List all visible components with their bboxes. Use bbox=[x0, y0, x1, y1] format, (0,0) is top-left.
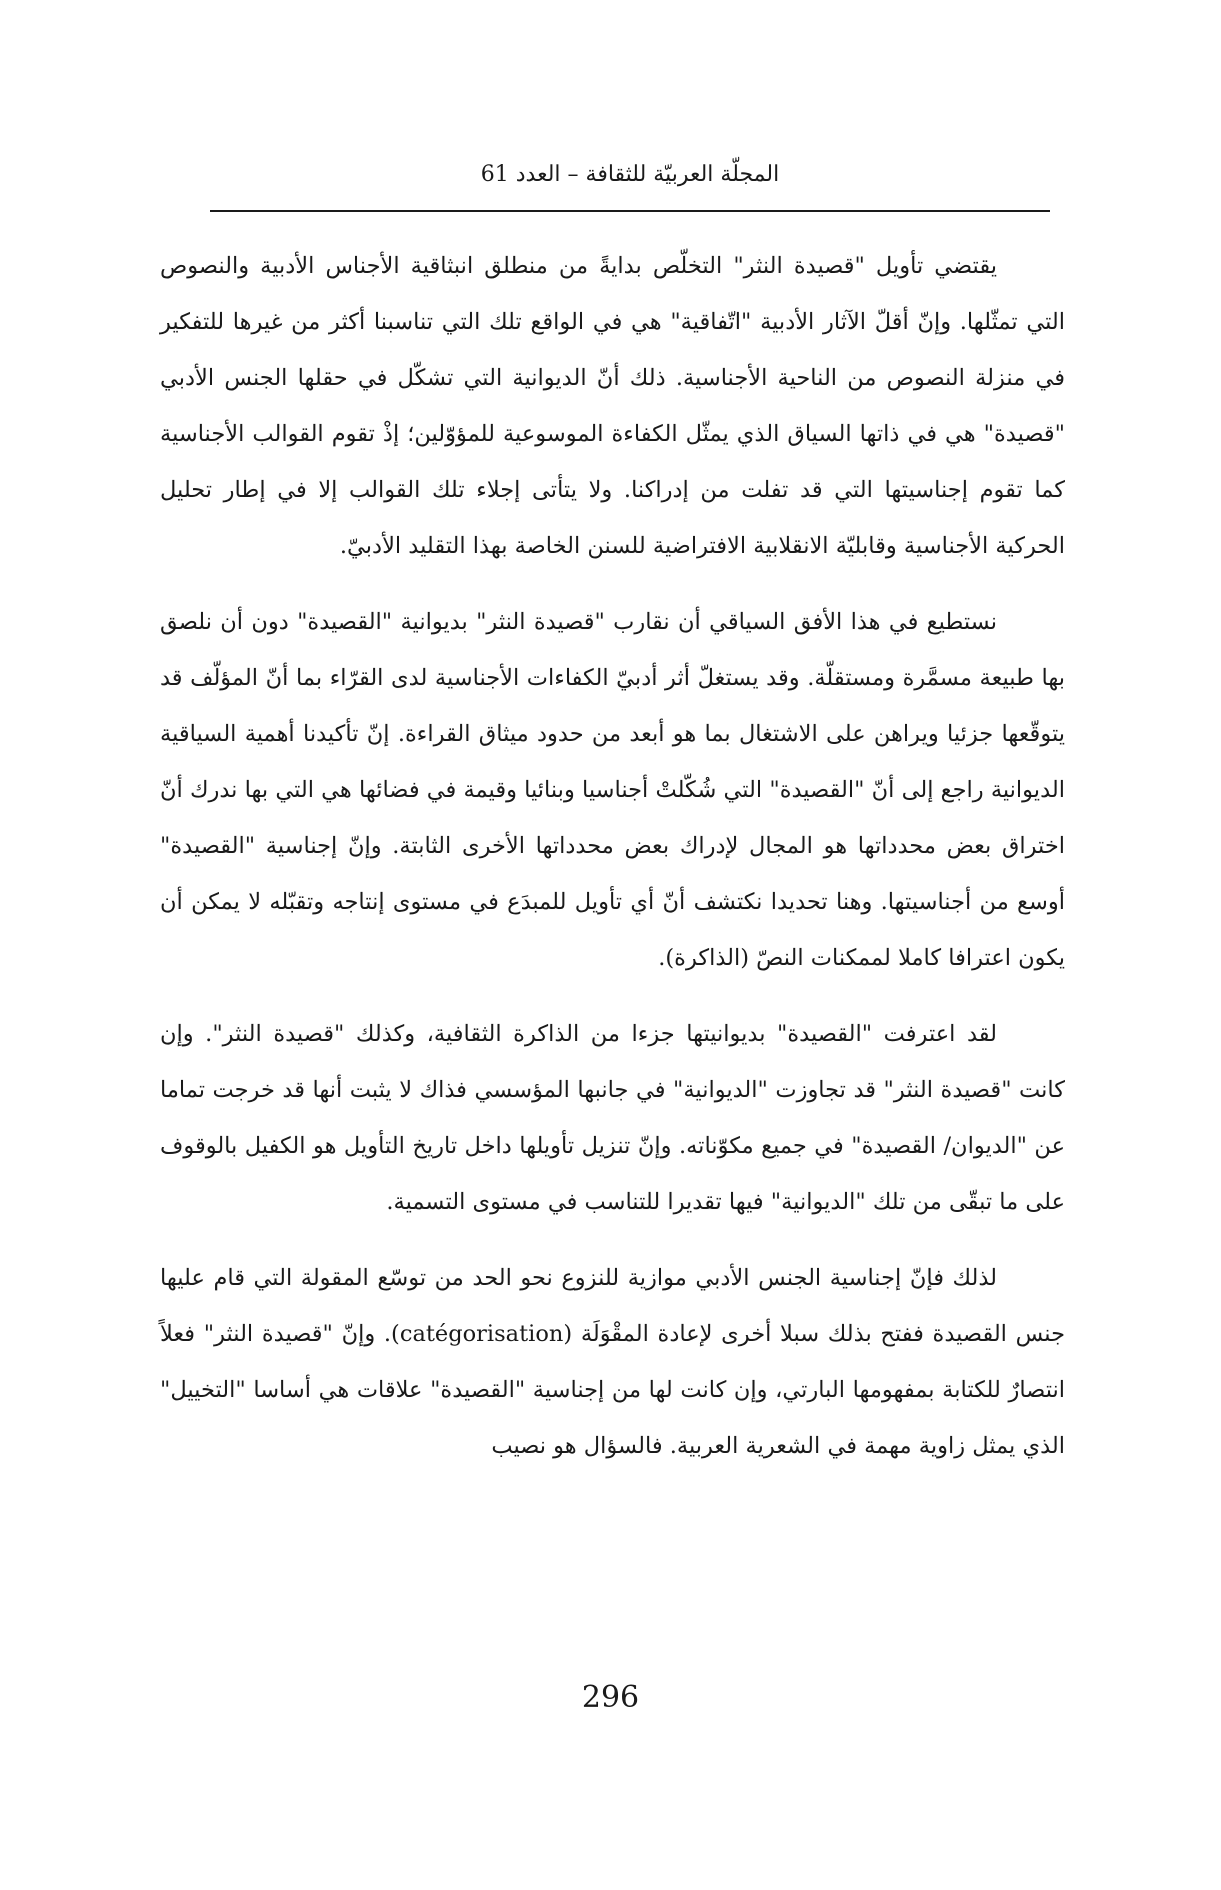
paragraph: لقد اعترفت "القصيدة" بديوانيتها جزءا من الذاكرة الثقافية، وكذلك "قصيدة النثر". وإن كانت "قصيدة النثر" قد تجاوزت "الديوانية" في جانبها المؤسسي فذاك لا يثبت أنها قد خرجت تماما عن "الديوان/ القصيدة" في جميع مكوّناته. وإنّ تنزيل تأويلها داخل تاريخ التأويل هو الكفيل بالوقوف على ما تبقّى من تلك "الديوانية" فيها تقديرا للتناسب في مستوى التسمية. bbox=[160, 1021, 1065, 1215]
paragraph: يقتضي تأويل "قصيدة النثر" التخلّص بدايةً من منطلق انبثاقية الأجناس الأدبية والنصوص التي تمثّلها. وإنّ أقلّ الآثار الأدبية "اتّفاقية" هي في الواقع تلك التي تناسبنا أكثر من غيرها للتفكير في منزلة النصوص من الناحية الأجناسية. ذلك أنّ الديوانية التي تشكّل في حقلها الجنس الأدبي "قصيدة" هي في ذاتها السياق الذي يمثّل الكفاءة الموسوعية للمؤوّلين؛ إذْ تقوم القوالب الأجناسية كما تقوم إجناسيتها التي قد تفلت من إدراكنا. ولا يتأتى إجلاء تلك القوالب إلا في إطار تحليل الحركية الأجناسية وقابليّة الانقلابية الافتراضية للسنن الخاصة بهذا التقليد الأدبيّ. bbox=[160, 253, 1065, 559]
running-header: المجلّة العربيّة للثقافة – العدد 61 bbox=[480, 162, 780, 187]
page-number: 296 bbox=[581, 1680, 640, 1715]
header-rule bbox=[210, 210, 1050, 212]
paragraph: لذلك فإنّ إجناسية الجنس الأدبي موازية للنزوع نحو الحد من توسّع المقولة التي قام عليها جنس القصيدة ففتح بذلك سبلا أخرى لإعادة المقْوَلَة (catégorisation). وإنّ "قصيدة النثر" فعلاً انتصارٌ للكتابة بمفهومها البارتي، وإن كانت لها من إجناسية "القصيدة" علاقات هي أساسا "التخييل" الذي يمثل زاوية مهمة في الشعرية العربية. فالسؤال هو نصيب bbox=[160, 1265, 1066, 1459]
body-text bbox=[160, 238, 1065, 1494]
paragraph: نستطيع في هذا الأفق السياقي أن نقارب "قصيدة النثر" بديوانية "القصيدة" دون أن نلصق بها طبيعة مسمَّرة ومستقلّة. وقد يستغلّ أثر أدبيّ الكفاءات الأجناسية لدى القرّاء بما أنّ المؤلّف قد يتوقّعها جزئيا ويراهن على الاشتغال بما هو أبعد من حدود ميثاق القراءة. إنّ تأكيدنا أهمية السياقية الديوانية راجع إلى أنّ "القصيدة" التي شُكّلتْ أجناسيا وبنائيا وقيمة في فضائها هي التي بها ندرك أنّ اختراق بعض محدداتها هو المجال لإدراك بعض محدداتها الأخرى الثابتة. وإنّ إجناسية "القصيدة" أوسع من أجناسيتها. وهنا تحديدا نكتشف أنّ أي تأويل للمبدَع في مستوى إنتاجه وتقبّله لا يمكن أن يكون اعترافا كاملا لممكنات النصّ (الذاكرة). bbox=[160, 609, 1065, 971]
